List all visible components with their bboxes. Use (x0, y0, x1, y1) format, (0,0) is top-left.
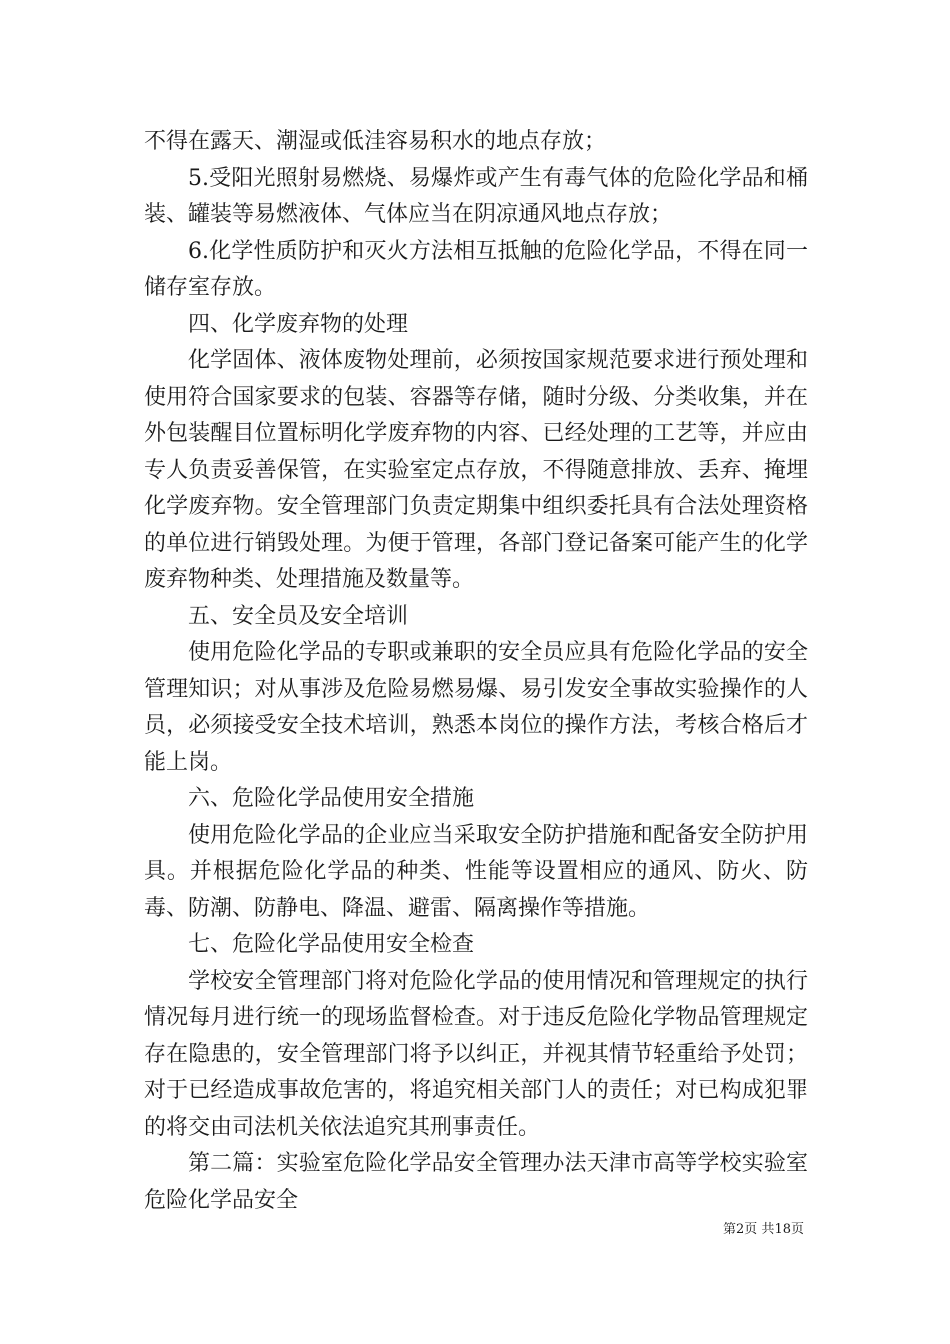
document-body (144, 124, 808, 1219)
total-pages-number: 18 (774, 1222, 791, 1237)
paragraph: 6.化学性质防护和灭火方法相互抵触的危险化学品，不得在同一储存室存放。 (144, 238, 808, 300)
paragraph: 七、危险化学品使用安全检查 (188, 932, 475, 957)
paragraph: 使用危险化学品的专职或兼职的安全员应具有危险化学品的安全管理知识；对从事涉及危险易燃易爆、易引发安全事故实验操作的人员，必须接受安全技术培训，熟悉本岗位的操作方法，考核合格后才能上岗。 (144, 640, 808, 775)
paragraph: 5.受阳光照射易燃烧、易爆炸或产生有毒气体的危险化学品和桶装、罐装等易燃液体、气体应当在阴凉通风地点存放； (144, 165, 808, 227)
footer-middle: 页 共 (744, 1222, 775, 1237)
paragraph: 四、化学废弃物的处理 (188, 311, 409, 337)
paragraph: 五、安全员及安全培训 (188, 603, 409, 629)
paragraph: 六、危险化学品使用安全措施 (188, 786, 475, 811)
page-footer (723, 1222, 804, 1238)
paragraph: 不得在露天、潮湿或低洼容易积水的地点存放； (144, 129, 607, 154)
footer-suffix: 页 (790, 1222, 804, 1237)
current-page-number: 2 (736, 1222, 745, 1237)
paragraph: 学校安全管理部门将对危险化学品的使用情况和管理规定的执行情况每月进行统一的现场监督检查。对于违反危险化学物品管理规定存在隐患的，安全管理部门将予以纠正，并视其情节轻重给予处罚；对于已经造成事故危害的，将追究相关部门人的责任；对已构成犯罪的将交由司法机关依法追究其刑事责任。 (144, 968, 808, 1140)
paragraph: 化学固体、液体废物处理前，必须按国家规范要求进行预处理和使用符合国家要求的包装、容器等存储，随时分级、分类收集，并在外包装醒目位置标明化学废弃物的内容、已经处理的工艺等，并应由专人负责妥善保管，在实验室定点存放，不得随意排放、丢弃、掩埋化学废弃物。安全管理部门负责定期集中组织委托具有合法处理资格的单位进行销毁处理。为便于管理，各部门登记备案可能产生的化学废弃物种类、处理措施及数量等。 (144, 348, 808, 592)
paragraph: 第二篇：实验室危险化学品安全管理办法天津市高等学校实验室危险化学品安全 (144, 1151, 808, 1213)
footer-prefix: 第 (723, 1222, 737, 1237)
paragraph: 使用危险化学品的企业应当采取安全防护措施和配备安全防护用具。并根据危险化学品的种类、性能等设置相应的通风、防火、防毒、防潮、防静电、降温、避雷、隔离操作等措施。 (144, 822, 808, 921)
